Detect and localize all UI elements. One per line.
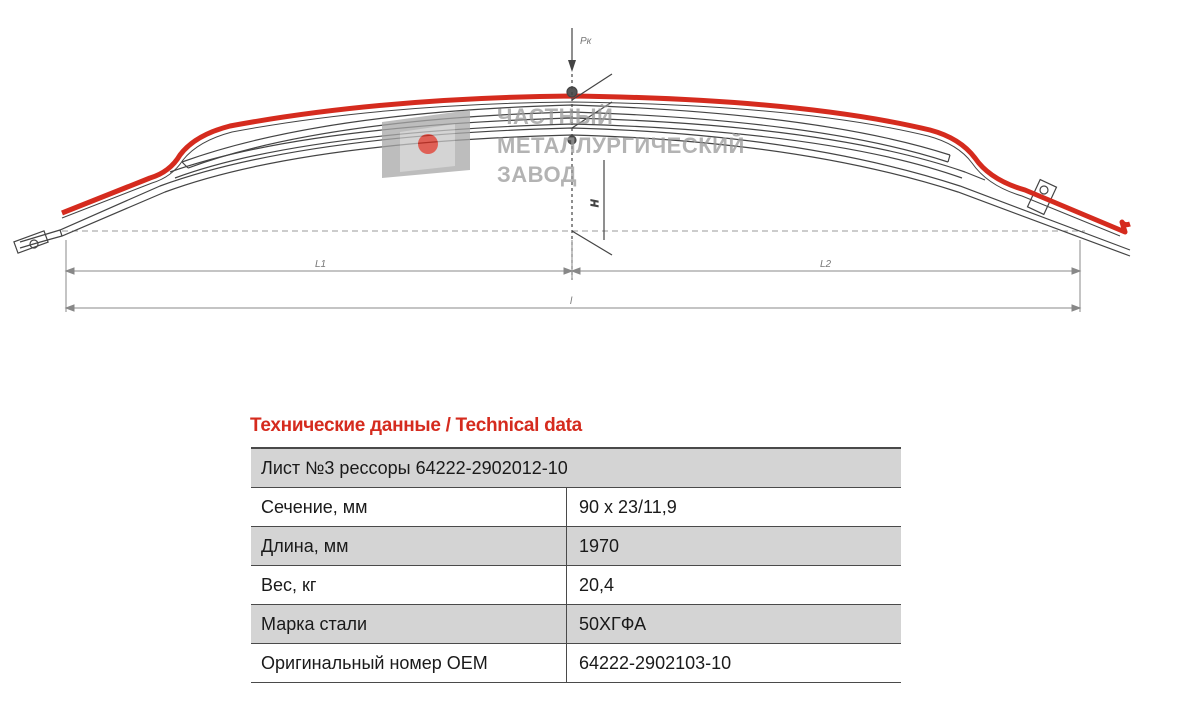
height-label: H (590, 199, 601, 207)
table-row (251, 644, 901, 683)
spring-leaf-drawing (0, 0, 1200, 340)
watermark-line2: МЕТАЛЛУРГИЧЕСКИЙ (497, 133, 745, 158)
row-label: Длина, мм (251, 527, 567, 566)
technical-data-table (251, 447, 901, 683)
table-row (251, 605, 901, 644)
row-label: Вес, кг (251, 566, 567, 605)
table-row (251, 566, 901, 605)
table-row (251, 527, 901, 566)
row-label: Сечение, мм (251, 488, 567, 527)
logo-red-dot (418, 134, 438, 154)
force-label: Pк (580, 36, 592, 47)
watermark-line3: ЗАВОД (497, 162, 578, 187)
factory-logo-watermark (382, 110, 470, 178)
table-header: Лист №3 рессоры 64222-2902012-10 (251, 448, 901, 488)
row-value: 1970 (567, 527, 902, 566)
row-label: Марка стали (251, 605, 567, 644)
table-row (251, 488, 901, 527)
spring-eye-left (14, 231, 48, 253)
technical-data-title: Технические данные / Technical data (250, 415, 582, 436)
force-arrow (568, 28, 593, 72)
row-value: 50ХГФА (567, 605, 902, 644)
dim-label-l2: L2 (820, 259, 832, 270)
dimension-lines (66, 240, 1080, 312)
row-label: Оригинальный номер OEM (251, 644, 567, 683)
row-value: 90 x 23/11,9 (567, 488, 902, 527)
table-header-row (251, 448, 901, 488)
dim-label-l: l (570, 296, 573, 307)
row-value: 20,4 (567, 566, 902, 605)
watermark-line1: ЧАСТНЫЙ (497, 104, 614, 129)
dim-label-l1: L1 (315, 259, 327, 270)
row-value: 64222-2902103-10 (567, 644, 902, 683)
